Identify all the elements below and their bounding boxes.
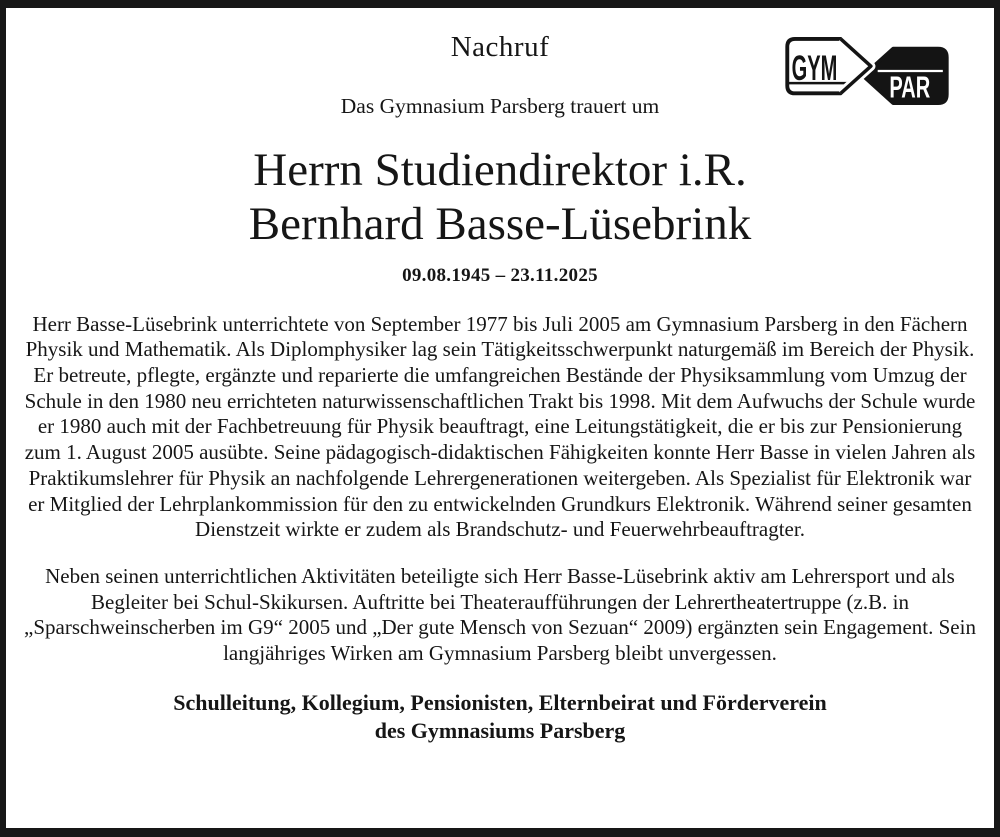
gym-par-logo-graphic xyxy=(784,36,950,106)
logo-gym-text: GYM xyxy=(791,48,838,88)
obituary-paragraph-1: Herr Basse-Lüsebrink unterrichtete von September 1977 bis Juli 2005 am Gymnasium Parsberg in den Fächern Physik und Mathematik. Als Diplomphysiker lag sein Tätigkeitsschwerpunkt naturgemäß im Bereich der Physik. Er betreute, pflegte, ergänzte und reparierte die umfangreichen Bestände der Physiksammlung vom Umzug der Schule in den 1980 neu errichteten naturwissenschaftlichen Trakt bis 1998. Mit dem Aufwuchs der Schule wurde er 1980 auch mit der Fachbetreuung für Physik beauftragt, eine Leitungstätigkeit, die er bis zur Pensionierung zum 1. August 2005 ausübte. Seine pädagogisch-didaktischen Fähigkeiten konnte Herr Basse in vielen Jahren als Praktikumslehrer für Physik an nachfolgende Lehrergenerationen weitergeben. Als Spezialist für Elektronik war er Mitglied der Lehrplankommission für den zu entwickelnden Grundkurs Elektronik. Während seiner gesamten Dienstzeit wirkte er zudem als Brandschutz- und Feuerwehrbeauftragter. xyxy=(24,311,976,542)
deceased-title-line: Herrn Studiendirektor i.R. xyxy=(253,143,747,196)
deceased-fullname-line: Bernhard Basse-Lüsebrink xyxy=(248,198,752,251)
obituary-paragraph-2: Neben seinen unterrichtlichen Aktivitäten beteiligte sich Herr Basse-Lüsebrink aktiv am Lehrersport und als Begleiter bei Schul-Skikursen. Auftritte bei Theateraufführungen der Lehrertheatertruppe (z.B. in „Sparschweinscherben im G9“ 2005 und „Der gute Mensch von Sezuan“ 2009) ergänzten sein Engagement. Sein langjähriges Wirken am Gymnasium Parsberg bleibt unvergessen. xyxy=(24,564,976,666)
life-dates: 09.08.1945 – 23.11.2025 xyxy=(402,264,598,286)
kicker-nachruf: Nachruf xyxy=(450,31,550,63)
logo-par-text: PAR xyxy=(889,71,931,105)
gym-par-logo xyxy=(784,36,950,106)
signature-line-1: Schulleitung, Kollegium, Pensionisten, Elternbeirat und Förderverein xyxy=(173,689,827,715)
notice-content xyxy=(6,8,994,828)
deceased-name xyxy=(24,143,976,252)
intro-line: Das Gymnasium Parsberg trauert um xyxy=(340,93,660,118)
signature-block xyxy=(24,689,976,745)
signature-line-2: des Gymnasiums Parsberg xyxy=(374,717,626,743)
